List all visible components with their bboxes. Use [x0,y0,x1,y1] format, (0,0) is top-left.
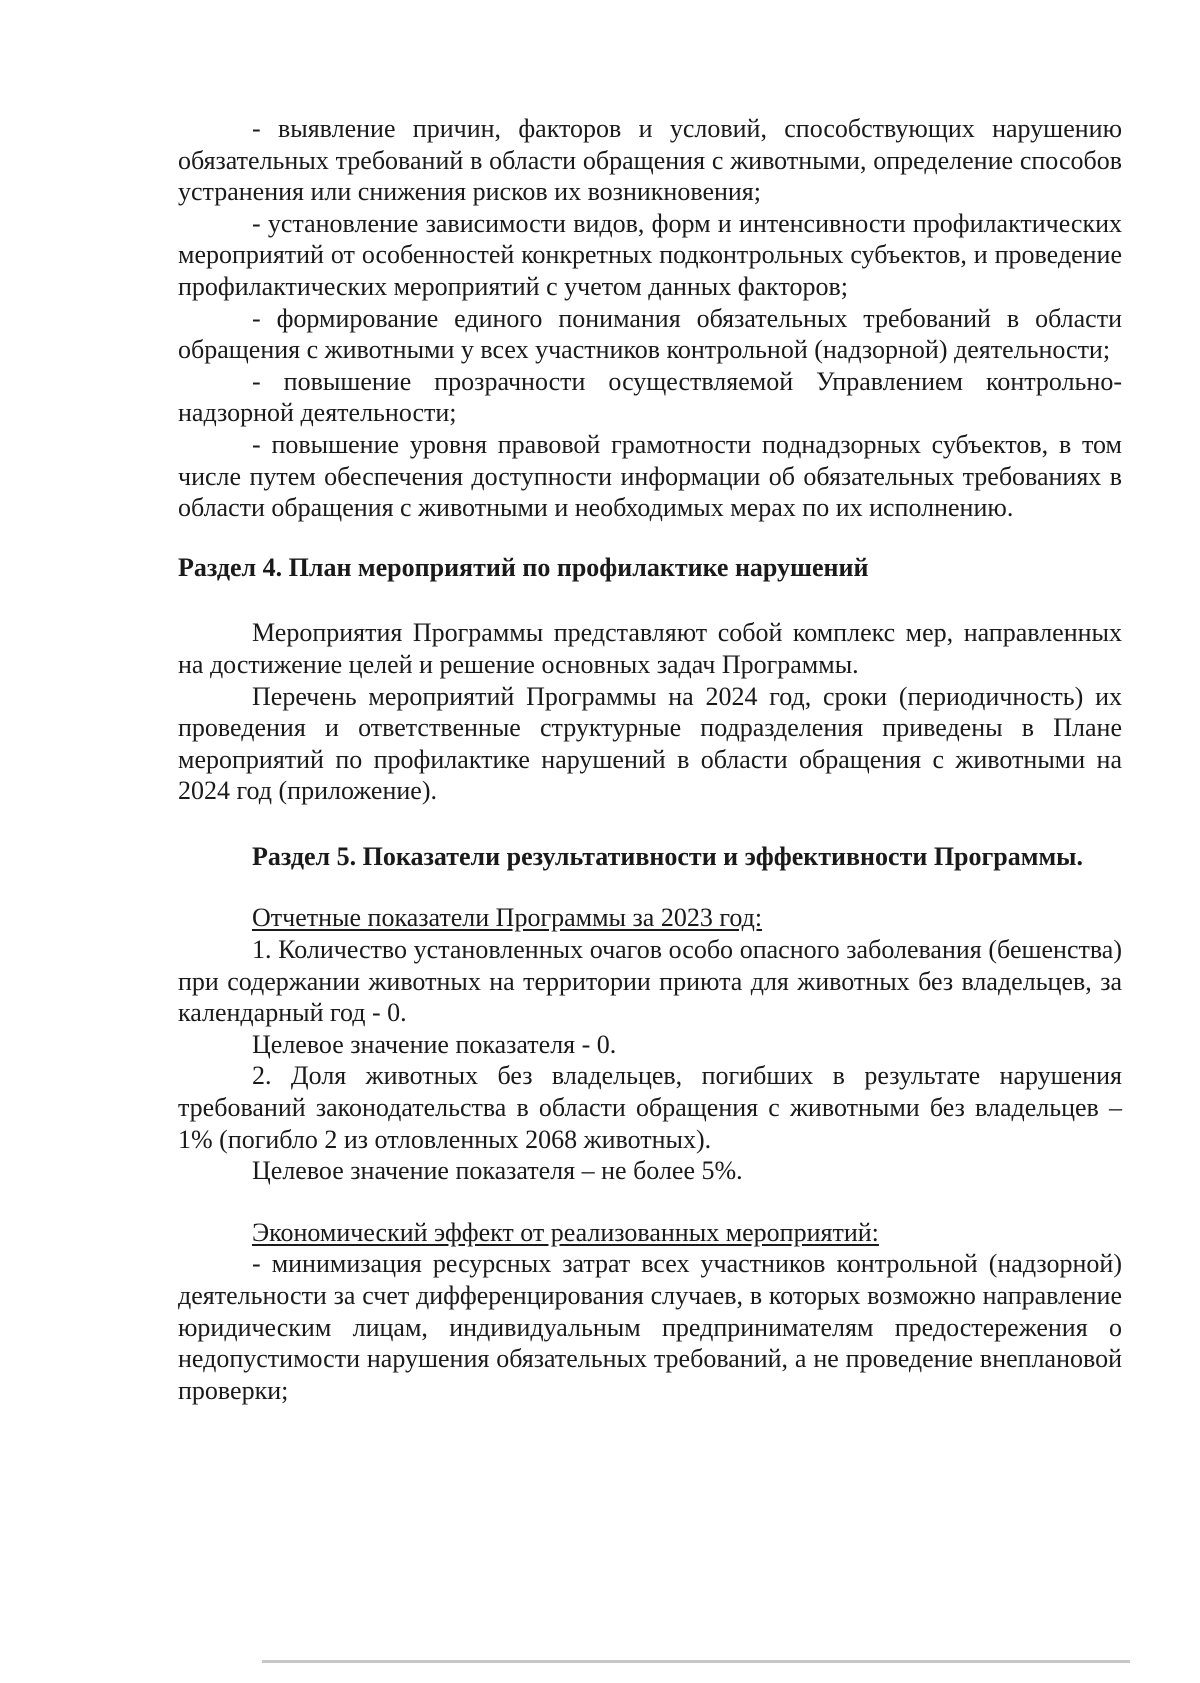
bullet-paragraph: - установление зависимости видов, форм и интенсивности профилактических мероприятий от особенностей конкретных подконтрольных субъектов, и проведение профилактических мероприятий с учетом данных факторов; [178,208,1122,301]
spacer [178,807,1122,841]
document-body [178,113,1122,1406]
bullet-paragraph: - повышение прозрачности осуществляемой Управлением контрольно-надзорной деятельности; [178,366,1122,428]
indicator-paragraph: 2. Доля животных без владельцев, погибших в результате нарушения требований законодательства в области обращения с животными без владельцев – 1% (погибло 2 из отловленных 2068 животных). [178,1061,1122,1154]
section-4-heading: Раздел 4. План мероприятий по профилактике нарушений [178,552,869,582]
indicator-target: Целевое значение показателя – не более 5%. [252,1156,743,1186]
bullet-paragraph: - выявление причин, факторов и условий, способствующих нарушению обязательных требований в области обращения с животными, определение способов устранения или снижения рисков их возникновения; [178,114,1122,207]
reporting-indicators-title-text: Отчетные показатели Программы за 2023 год: [252,903,763,933]
spacer [178,583,1122,617]
bullet-paragraph: - формирование единого понимания обязательных требований в области обращения с животными у всех участников контрольной (надзорной) деятельности; [178,303,1122,365]
indicator-paragraph: 1. Количество установленных очагов особо опасного заболевания (бешенства) при содержании животных на территории приюта для животных без владельцев, за календарный год - 0. [178,935,1122,1028]
section-5-heading: Раздел 5. Показатели результативности и эффективности Программы. [252,841,1083,871]
spacer [178,524,1122,552]
spacer [178,1187,1122,1217]
spacer [178,872,1122,902]
section-4-paragraph: Перечень мероприятий Программы на 2024 год, сроки (периодичность) их проведения и ответственные структурные подразделения приведены в Плане мероприятий по профилактике нарушений в области обращения с животными на 2024 год (приложение). [178,681,1122,806]
economic-effect-title-text: Экономический эффект от реализованных мероприятий: [252,1217,879,1247]
reporting-indicators-title [178,902,1122,934]
section-4-paragraph: Мероприятия Программы представляют собой комплекс мер, направленных на достижение целей и решение основных задач Программы. [178,618,1122,679]
economic-effect-title [178,1217,1122,1249]
indicator-target: Целевое значение показателя - 0. [252,1029,617,1059]
page-bottom-rule [262,1660,1130,1663]
bullet-paragraph: - повышение уровня правовой грамотности поднадзорных субъектов, в том числе путем обеспечения доступности информации об обязательных требованиях в области обращения с животными и необходимых мерах по их исполнению. [178,429,1122,523]
economic-effect-item: - минимизация ресурсных затрат всех участников контрольной (надзорной) деятельности за счет дифференцирования случаев, в которых возможно направление юридическим лицам, индивидуальным предпринимателям предостережения о недопустимости нарушения обязательных требований, а не проведение внеплановой проверки; [178,1249,1122,1405]
